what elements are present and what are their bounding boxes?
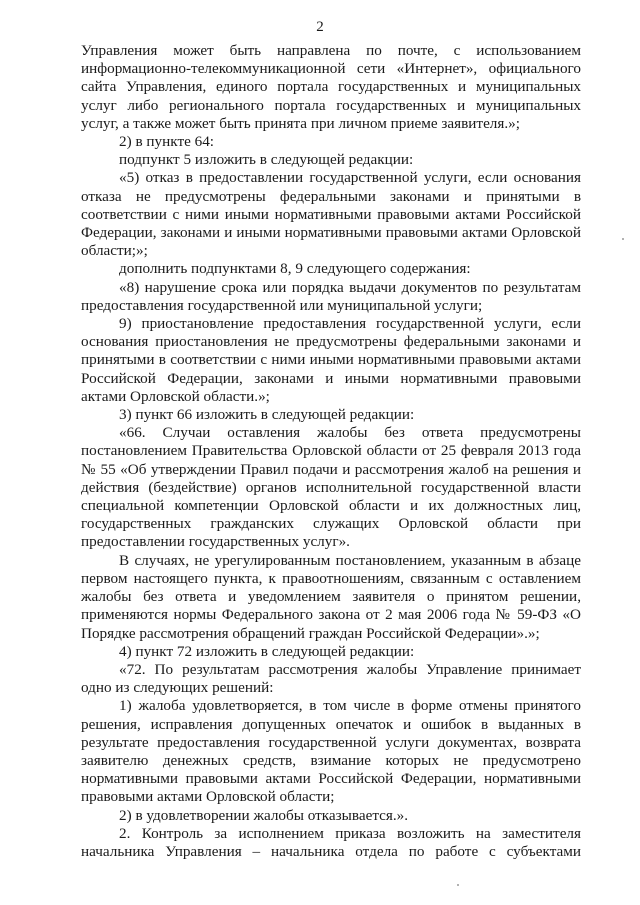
paragraph-subitem-5-heading: подпункт 5 изложить в следующей редакции: <box>119 151 414 169</box>
paragraph-item-72-text: «72. По результатам рассмотрения жалобы Управление принимает одно из следующих решений: <box>81 660 581 697</box>
scan-speck <box>457 884 459 886</box>
paragraph-item-72-heading: 4) пункт 72 изложить в следующей редакции: <box>119 642 415 660</box>
scan-speck <box>622 238 624 240</box>
paragraph-item-64-heading: 2) в пункте 64: <box>119 133 215 151</box>
document-body <box>81 42 581 861</box>
paragraph-decision-1: 1) жалоба удовлетворяется, в том числе в форме отмены принятого решения, исправления допущенных опечаток и ошибок в выданных в результате предоставления государственной услуги документах, возврата заявителю денежных средств, взимание которых не предусмотрено нормативными правовыми актами Российской Федерации, нормативными правовыми актами Орловской области; <box>81 697 581 806</box>
paragraph-control-clause: 2. Контроль за исполнением приказа возложить на заместителя начальника Управления – начальника отдела по работе с субъектами <box>81 824 581 860</box>
paragraph-item-66-heading: 3) пункт 66 изложить в следующей редакции: <box>119 406 415 424</box>
paragraph-unregulated-cases: В случаях, не урегулированным постановлением, указанным в абзаце первом настоящего пункта, к правоотношениям, связанным с оставлением жалобы без ответа и уведомлением заявителя о принятом решении, применяются нормы Федерального закона от 2 мая 2006 года № 59-ФЗ «О Порядке рассмотрения обращений граждан Российской Федерации».»; <box>81 551 581 642</box>
paragraph-subitem-9-text: 9) приостановление предоставления государственной услуги, если основания приостановления не предусмотрены федеральными законами и принятыми в соответствии с ними иными нормативными правовыми актами Российской Федерации, законами и иными нормативными правовыми актами Орловской области.»; <box>81 315 581 405</box>
paragraph-item-66-text: «66. Случаи оставления жалобы без ответа предусмотрены постановлением Правительства Орловской области от 25 февраля 2013 года № 55 «Об утверждении Правил подачи и рассмотрения жалоб на решения и действия (бездействие) органов исполнительной государственной власти специальной компетенции Орловской области и их должностных лиц, государственных гражданских служащих Орловской области при предоставлении государственных услуг». <box>81 424 581 551</box>
paragraph-appeal-channels: Управления может быть направлена по почте, с использованием информационно-телекоммуникационной сети «Интернет», официального сайта Управления, единого портала государственных и муниципальных услуг либо регионального портала государственных и муниципальных услуг, а также может быть принята при личном приеме заявителя.»; <box>81 42 581 132</box>
page-number: 2 <box>316 19 324 35</box>
paragraph-decision-2: 2) в удовлетворении жалобы отказывается.». <box>119 806 409 824</box>
paragraph-subitem-8-text: «8) нарушение срока или порядка выдачи документов по результатам предоставления государственной или муниципальной услуги; <box>81 278 581 314</box>
paragraph-subitem-5-text: «5) отказ в предоставлении государственной услуги, если основания отказа не предусмотрены федеральными законами и принятыми в соответствии с ними иными нормативными правовыми актами Российской Федерации, законами и иными нормативными правовыми актами Орловской области;»; <box>81 169 581 260</box>
paragraph-add-subitems-heading: дополнить подпунктами 8, 9 следующего содержания: <box>119 260 471 278</box>
